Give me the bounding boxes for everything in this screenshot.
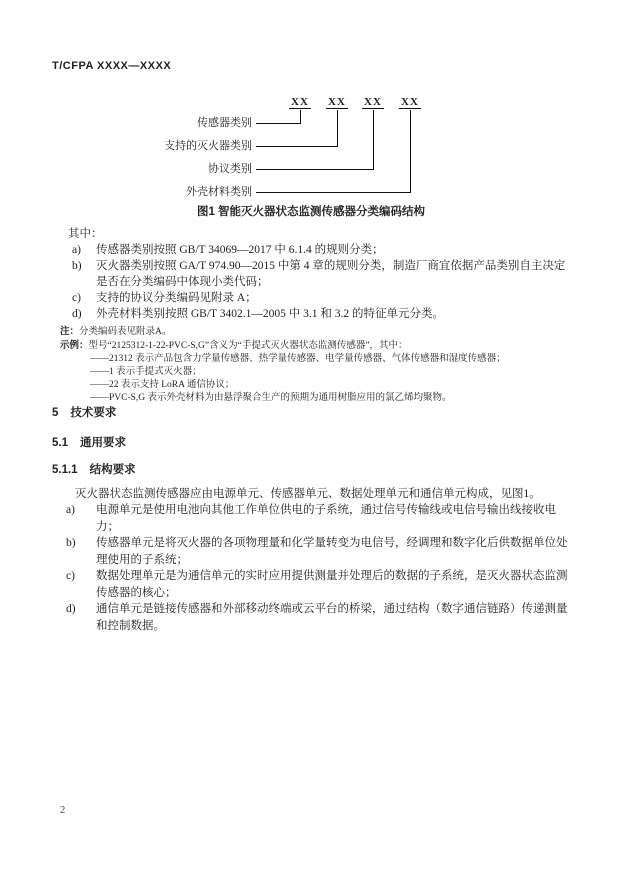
code-box-material: XX bbox=[399, 96, 421, 109]
item-marker: d) bbox=[66, 603, 76, 615]
item-text: 灭火器类别按照 GA/T 974.90—2015 中第 4 章的规则分类，制造厂商宜依据产品类别自主决定是否在分类编码中体现小类代码； bbox=[96, 260, 566, 288]
connector-line bbox=[256, 123, 301, 124]
notes-intro: 其中： bbox=[68, 228, 103, 240]
section-number: 5.1 bbox=[52, 436, 68, 449]
section-heading-5-1 bbox=[52, 435, 576, 452]
section-title: 通用要求 bbox=[80, 436, 126, 449]
structure-item-b bbox=[52, 535, 576, 568]
item-marker: d) bbox=[72, 308, 82, 320]
item-marker: c) bbox=[72, 292, 81, 304]
section-heading-5 bbox=[52, 405, 576, 422]
figure-caption: 图1 智能灭火器状态监测传感器分类编码结构 bbox=[196, 206, 426, 218]
figure-notes-block bbox=[52, 226, 576, 405]
item-marker: c) bbox=[66, 570, 75, 582]
structure-item-d bbox=[52, 601, 576, 634]
item-text: 支持的协议分类编码见附录 A； bbox=[96, 292, 257, 304]
figure-label-extinguisher-category: 支持的灭火器类别 bbox=[164, 140, 252, 152]
note-item-a bbox=[52, 242, 576, 258]
item-marker: a) bbox=[72, 244, 81, 256]
technical-requirements-section bbox=[52, 405, 576, 634]
page-number: 2 bbox=[60, 805, 66, 816]
code-box-extinguisher: XX bbox=[326, 96, 348, 109]
code-box-protocol: XX bbox=[362, 96, 384, 109]
note-label: 注： bbox=[60, 326, 80, 337]
item-text: 电源单元是使用电池向其他工作单位供电的子系统，通过信号传输线或电信号输出线接收电力； bbox=[96, 504, 556, 533]
example-item: ——PVC-S,G 表示外壳材料为由悬浮聚合生产的预期为通用树脂应用的氯乙烯均聚物。 bbox=[90, 393, 452, 403]
item-text: 外壳材料类别按照 GB/T 3402.1—2005 中 3.1 和 3.2 的特征单元分类。 bbox=[96, 308, 444, 320]
figure-label-protocol-category: 协议类别 bbox=[208, 163, 252, 175]
connector-line bbox=[337, 110, 338, 146]
structure-intro-paragraph: 灭火器状态监测传感器应由电源单元、传感器单元、数据处理单元和通信单元构成，见图1。 bbox=[75, 487, 541, 500]
item-marker: b) bbox=[66, 537, 76, 549]
example-text: 型号“2125312-1-22-PVC-S,G”含义为“手提式灭火器状态监测传感器”，其中： bbox=[88, 341, 408, 351]
connector-line bbox=[256, 146, 338, 147]
item-marker: b) bbox=[72, 260, 82, 272]
item-text: 通信单元是链接传感器和外部移动终端或云平台的桥梁，通过结构（数字通信链路）传递测量和控制数据。 bbox=[96, 603, 568, 632]
section-title: 结构要求 bbox=[89, 464, 136, 476]
note-text: 分类编码表见附录A。 bbox=[79, 327, 172, 337]
connector-line bbox=[373, 110, 374, 169]
note-item-b bbox=[52, 258, 576, 290]
connector-line bbox=[410, 110, 411, 192]
section-number: 5.1.1 bbox=[52, 464, 78, 476]
note-item-d bbox=[52, 306, 576, 322]
figure-label-material-category: 外壳材料类别 bbox=[186, 186, 252, 198]
code-box-sensor: XX bbox=[289, 96, 311, 109]
example-item: ——22 表示支持 LoRA 通信协议； bbox=[90, 380, 235, 390]
connector-line bbox=[256, 192, 411, 193]
standard-number-header: T/CFPA XXXX—XXXX bbox=[52, 60, 172, 72]
example-label: 示例： bbox=[60, 340, 89, 351]
section-number: 5 bbox=[52, 407, 59, 419]
item-text: 传感器类别按照 GB/T 34069—2017 中 6.1.4 的规则分类； bbox=[96, 244, 384, 256]
note-item-c bbox=[52, 290, 576, 306]
section-heading-5-1-1 bbox=[52, 462, 576, 479]
connector-line bbox=[300, 110, 301, 123]
example-item: ——1 表示手提式灭火器； bbox=[90, 367, 202, 377]
connector-line bbox=[256, 169, 374, 170]
example-item: ——21312 表示产品包含力学量传感器、热学量传感器、电学量传感器、气体传感器和湿度传感器； bbox=[90, 354, 506, 364]
section-title: 技术要求 bbox=[70, 407, 117, 419]
item-text: 数据处理单元是为通信单元的实时应用提供测量并处理后的数据的子系统，是灭火器状态监测传感器的核心； bbox=[96, 570, 568, 599]
example-line bbox=[60, 339, 576, 353]
structure-item-c bbox=[52, 568, 576, 601]
note-line bbox=[60, 325, 576, 339]
item-text: 传感器单元是将灭火器的各项物理量和化学量转变为电信号，经调理和数字化后供数据单位处理使用的子系统； bbox=[96, 537, 568, 566]
figure-label-sensor-category: 传感器类别 bbox=[197, 117, 252, 129]
item-marker: a) bbox=[66, 504, 75, 516]
structure-item-a bbox=[52, 502, 576, 535]
